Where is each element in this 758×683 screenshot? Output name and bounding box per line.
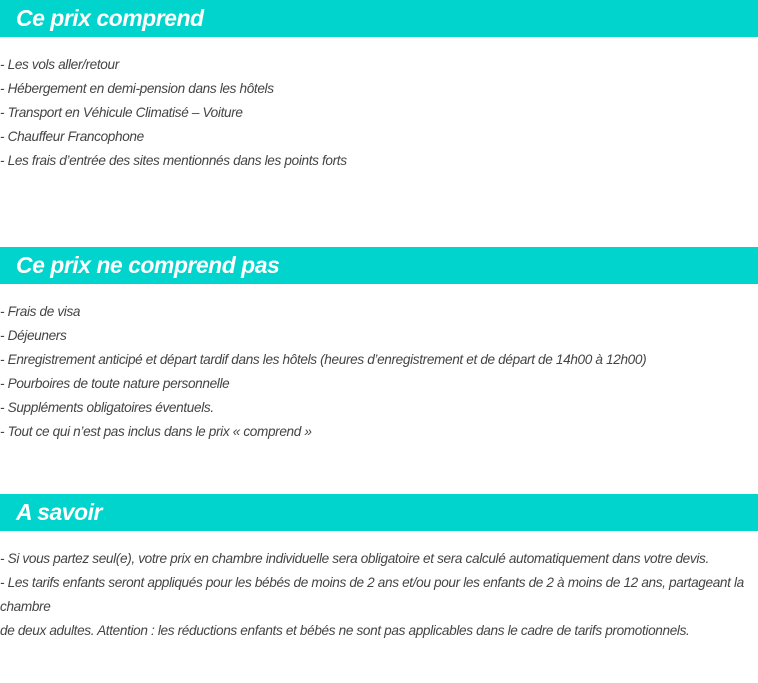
list-item: - Hébergement en demi-pension dans les hôtels xyxy=(0,81,274,96)
list-item: - Enregistrement anticipé et départ tardif dans les hôtels (heures d’enregistrement et de départ de 14h00 à 12h00) xyxy=(0,352,647,367)
list-item: - Si vous partez seul(e), votre prix en chambre individuelle sera obligatoire et sera calculé automatiquement dans votre devis. xyxy=(0,551,709,566)
not-included-list xyxy=(0,300,756,444)
section-header-not-included xyxy=(0,247,758,284)
list-item: - Les vols aller/retour xyxy=(0,57,119,72)
list-item: - Les frais d’entrée des sites mentionnés dans les points forts xyxy=(0,153,347,168)
section-title: Ce prix comprend xyxy=(16,5,204,31)
list-item: - Frais de visa xyxy=(0,304,81,319)
list-item: - Tout ce qui n’est pas inclus dans le prix « comprend » xyxy=(0,424,312,439)
section-title: Ce prix ne comprend pas xyxy=(16,252,280,278)
section-header-included xyxy=(0,0,758,37)
list-item: - Chauffeur Francophone xyxy=(0,129,144,144)
section-header-good-to-know xyxy=(0,494,758,531)
list-item: - Transport en Véhicule Climatisé – Voiture xyxy=(0,105,243,120)
good-to-know-list xyxy=(0,547,756,643)
list-item: - Les tarifs enfants seront appliqués pour les bébés de moins de 2 ans et/ou pour les enfants de 2 à moins de 12 ans, partageant la chambre xyxy=(0,575,744,614)
list-item: - Déjeuners xyxy=(0,328,67,343)
section-title: A savoir xyxy=(16,499,102,525)
list-item: de deux adultes. Attention : les réductions enfants et bébés ne sont pas applicables dans le cadre de tarifs promotionnels. xyxy=(0,623,690,638)
included-list xyxy=(0,53,756,173)
list-item: - Suppléments obligatoires éventuels. xyxy=(0,400,214,415)
list-item: - Pourboires de toute nature personnelle xyxy=(0,376,230,391)
